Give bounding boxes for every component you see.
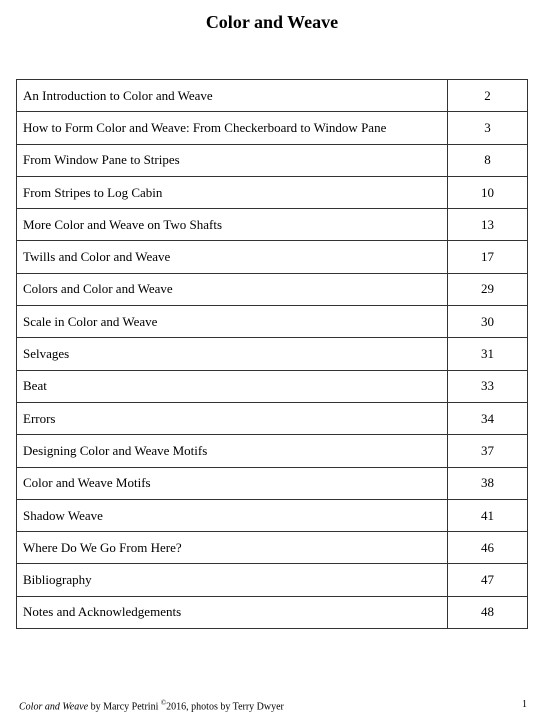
toc-entry-page: 17 — [448, 241, 528, 273]
toc-entry-label: How to Form Color and Weave: From Checkerboard to Window Pane — [17, 112, 448, 144]
toc-row — [17, 176, 528, 208]
toc-row — [17, 402, 528, 434]
toc-entry-page: 29 — [448, 273, 528, 305]
toc-row — [17, 306, 528, 338]
toc-entry-page: 31 — [448, 338, 528, 370]
toc-entry-page: 33 — [448, 370, 528, 402]
toc-row — [17, 338, 528, 370]
toc-entry-label: Colors and Color and Weave — [17, 273, 448, 305]
toc-row — [17, 144, 528, 176]
toc-entry-page: 30 — [448, 306, 528, 338]
toc-entry-label: Where Do We Go From Here? — [17, 532, 448, 564]
toc-entry-label: Twills and Color and Weave — [17, 241, 448, 273]
table-of-contents — [16, 79, 528, 629]
toc-entry-page: 34 — [448, 402, 528, 434]
footer-copyright-mark: © — [160, 699, 167, 707]
footer-credits: 2016, photos by Terry Dwyer — [166, 701, 284, 713]
toc-entry-page: 3 — [448, 112, 528, 144]
toc-entry-page: 46 — [448, 532, 528, 564]
toc-row — [17, 209, 528, 241]
toc-body — [17, 80, 528, 629]
toc-entry-label: More Color and Weave on Two Shafts — [17, 209, 448, 241]
toc-row — [17, 241, 528, 273]
toc-row — [17, 499, 528, 531]
toc-entry-label: Color and Weave Motifs — [17, 467, 448, 499]
toc-entry-label: Scale in Color and Weave — [17, 306, 448, 338]
toc-entry-page: 38 — [448, 467, 528, 499]
page-title: Color and Weave — [205, 12, 339, 32]
page-footer — [19, 699, 527, 712]
toc-entry-label: Notes and Acknowledgements — [17, 596, 448, 628]
toc-entry-label: An Introduction to Color and Weave — [17, 80, 448, 112]
toc-row — [17, 273, 528, 305]
toc-entry-label: From Stripes to Log Cabin — [17, 176, 448, 208]
footer-page-number: 1 — [522, 699, 527, 710]
toc-entry-page: 8 — [448, 144, 528, 176]
toc-row — [17, 467, 528, 499]
toc-entry-page: 10 — [448, 176, 528, 208]
toc-row — [17, 564, 528, 596]
toc-entry-page: 37 — [448, 435, 528, 467]
toc-entry-page: 41 — [448, 499, 528, 531]
footer-book-title: Color and Weave — [19, 701, 89, 713]
toc-row — [17, 112, 528, 144]
toc-entry-label: Shadow Weave — [17, 499, 448, 531]
toc-entry-label: Designing Color and Weave Motifs — [17, 435, 448, 467]
toc-entry-label: Bibliography — [17, 564, 448, 596]
toc-entry-label: From Window Pane to Stripes — [17, 144, 448, 176]
toc-row — [17, 532, 528, 564]
toc-entry-label: Errors — [17, 402, 448, 434]
toc-row — [17, 370, 528, 402]
toc-row — [17, 435, 528, 467]
toc-entry-label: Selvages — [17, 338, 448, 370]
toc-row — [17, 596, 528, 628]
toc-row — [17, 80, 528, 112]
toc-entry-page: 2 — [448, 80, 528, 112]
footer-author: by Marcy Petrini — [88, 701, 161, 713]
toc-entry-page: 47 — [448, 564, 528, 596]
toc-entry-label: Beat — [17, 370, 448, 402]
toc-entry-page: 48 — [448, 596, 528, 628]
toc-entry-page: 13 — [448, 209, 528, 241]
